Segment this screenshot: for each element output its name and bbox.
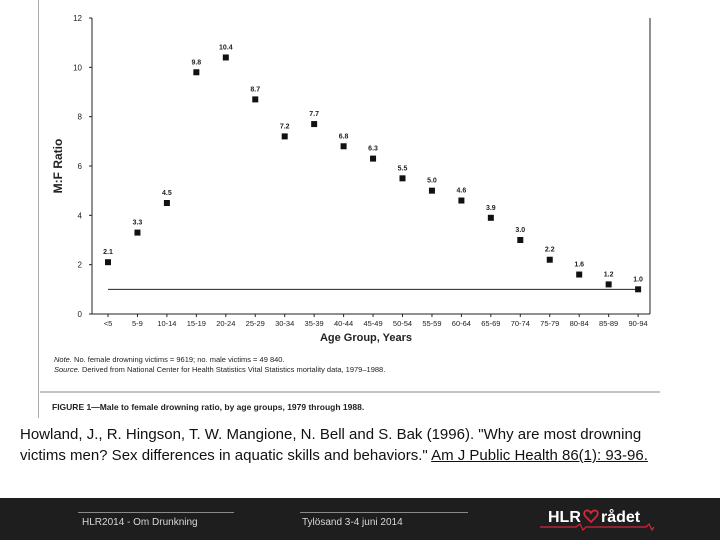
data-point [282, 133, 288, 139]
data-label: 7.2 [279, 123, 290, 131]
x-tick-label: 65-69 [481, 319, 501, 328]
hlr-radet-logo [536, 505, 656, 533]
data-label: 4.6 [456, 187, 467, 195]
data-point [429, 188, 435, 194]
data-label: 1.2 [603, 271, 614, 279]
data-point [193, 69, 199, 75]
footer-middle-text: Tylösand 3-4 juni 2014 [302, 517, 403, 528]
logo-text-radet: rådet [601, 509, 641, 526]
x-axis-title: Age Group, Years [319, 332, 413, 344]
data-label: 2.2 [544, 246, 555, 254]
data-point [223, 54, 229, 60]
x-tick-label: 80-84 [569, 319, 589, 328]
figure-caption: FIGURE 1—Male to female drowning ratio, by age groups, 1979 through 1988. [52, 402, 365, 412]
data-label: 4.5 [162, 190, 172, 197]
data-label: 3.3 [132, 219, 143, 227]
x-tick-label: <5 [103, 319, 113, 328]
x-tick-label: 90-94 [628, 319, 648, 328]
y-tick-label: 8 [77, 112, 82, 122]
data-label: 3.0 [515, 227, 526, 234]
citation-text: Howland, J., R. Hingson, T. W. Mangione, N. Bell and S. Bak (1996). "Why are most drowning victims men? Sex differences in aquatic skills and behaviors." [20, 426, 642, 464]
data-point [606, 281, 612, 287]
data-label: 1.6 [574, 261, 585, 269]
y-tick-label: 4 [77, 211, 82, 221]
x-tick-label: 55-59 [422, 319, 442, 328]
data-point [370, 156, 376, 162]
x-ticks [104, 314, 648, 328]
y-axis-title: M:F Ratio [51, 138, 65, 194]
x-tick-label: 10-14 [157, 319, 177, 328]
footer-left [78, 498, 234, 528]
data-point [341, 143, 347, 149]
data-point [576, 272, 582, 278]
data-label: 10.4 [218, 44, 233, 52]
data-point [311, 121, 317, 127]
x-tick-label: 60-64 [451, 319, 471, 328]
data-label: 3.9 [485, 204, 496, 212]
figure-source [54, 365, 385, 374]
y-ticks [73, 14, 92, 319]
data-label: 7.7 [309, 111, 320, 119]
data-label: 6.3 [368, 145, 378, 153]
x-tick-label: 35-39 [304, 319, 324, 328]
x-tick-label: 30-34 [275, 319, 295, 328]
data-label: 6.8 [338, 133, 349, 141]
logo-text-hlr: HLR [548, 509, 581, 526]
data-point [547, 257, 553, 263]
footer-middle-rule [300, 512, 468, 513]
data-label: 9.8 [191, 59, 202, 67]
source-text: Derived from National Center for Health Statistics Vital Statistics mortality data, 1979–1988. [81, 365, 386, 374]
figure-panel [38, 0, 660, 418]
y-tick-label: 0 [77, 310, 82, 319]
x-tick-label: 5-9 [132, 319, 143, 328]
citation-journal-link[interactable]: Am J Public Health 86(1): 93-96. [431, 447, 648, 464]
note-text: No. female drowning victims = 9619; no. male victims = 49 840. [74, 355, 285, 364]
x-tick-label: 25-29 [245, 319, 265, 328]
x-tick-label: 70-74 [510, 319, 530, 328]
data-label: 5.0 [427, 177, 437, 185]
data-point [105, 259, 111, 265]
citation [20, 424, 690, 466]
data-points [105, 54, 641, 292]
footer-left-text: HLR2014 - Om Drunkning [82, 517, 198, 528]
data-labels [103, 44, 643, 283]
note-label: Note. [54, 355, 72, 364]
data-label: 8.7 [250, 86, 261, 94]
figure-note [54, 355, 285, 364]
footer-left-rule [78, 512, 234, 513]
x-tick-label: 15-19 [186, 319, 206, 328]
data-label: 1.0 [633, 276, 643, 284]
data-point [134, 230, 140, 236]
x-tick-label: 45-49 [363, 319, 383, 328]
x-tick-label: 20-24 [216, 319, 236, 328]
y-tick-label: 10 [73, 63, 82, 73]
y-tick-label: 6 [77, 162, 82, 171]
data-point [400, 175, 406, 181]
footer-middle [300, 498, 468, 528]
data-label: 5.5 [397, 165, 408, 173]
x-tick-label: 85-89 [599, 319, 619, 328]
x-tick-label: 50-54 [392, 319, 413, 328]
x-tick-label: 75-79 [540, 319, 560, 328]
data-point [635, 286, 641, 292]
y-tick-label: 2 [77, 260, 82, 270]
footer [0, 498, 720, 540]
data-point [517, 237, 523, 243]
data-label: 2.1 [103, 249, 113, 257]
y-tick-label: 12 [73, 14, 82, 23]
data-point [252, 96, 258, 102]
source-label: Source. [54, 365, 80, 374]
data-point [458, 198, 464, 204]
x-tick-label: 40-44 [334, 319, 354, 328]
data-point [488, 215, 494, 221]
data-point [164, 200, 170, 206]
